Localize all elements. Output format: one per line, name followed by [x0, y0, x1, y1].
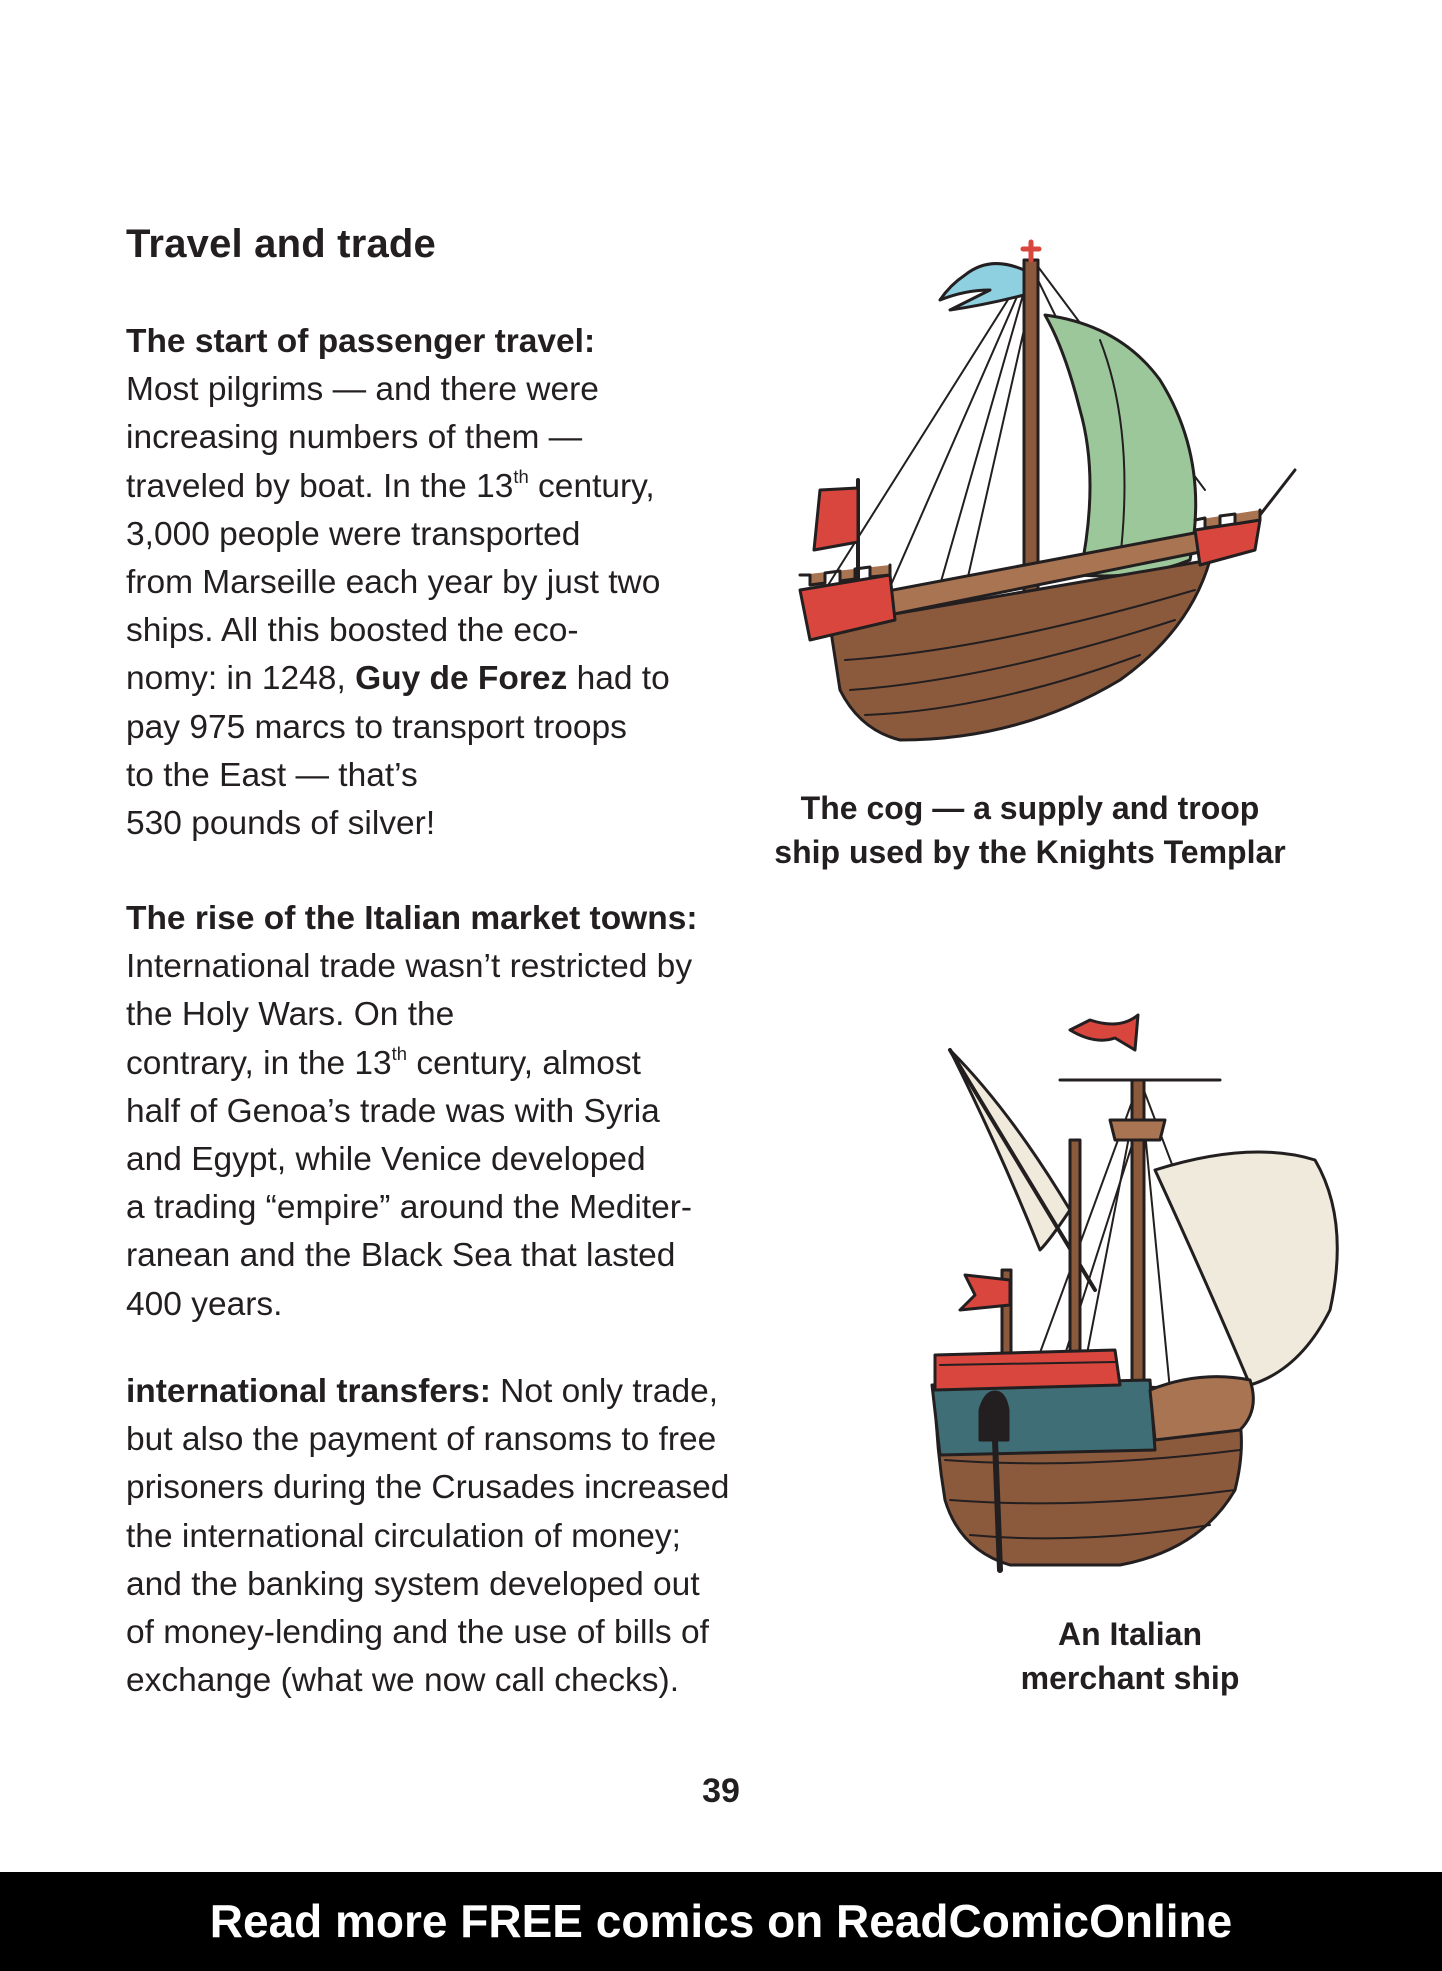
- footer-banner[interactable]: [0, 1872, 1442, 1971]
- body-line: prisoners during the Crusades increased: [126, 1469, 730, 1507]
- blue-pennant: [940, 264, 1024, 310]
- body-line: and the banking system developed out: [126, 1565, 700, 1603]
- body-line: exchange (what we now call checks).: [126, 1662, 680, 1700]
- body-line: from Marseille each year by just two: [126, 564, 661, 602]
- body-line: ships. All this boosted the eco-: [126, 612, 579, 650]
- body-line: to the East — that’s: [126, 756, 418, 794]
- body-line: the international circulation of money;: [126, 1517, 681, 1555]
- top-flag: [1070, 1015, 1138, 1050]
- page-number: 39: [702, 1772, 740, 1810]
- red-flag: [814, 488, 858, 550]
- section-title: The start of passenger travel:: [126, 323, 596, 360]
- section-title: international transfers:: [126, 1373, 491, 1410]
- caption-italian-ship: An Italian merchant ship: [1020, 1616, 1240, 1696]
- body-line: International trade wasn’t restricted by: [126, 948, 693, 986]
- body-line: but also the payment of ransoms to free: [126, 1421, 717, 1459]
- body-line: increasing numbers of them —: [126, 419, 583, 457]
- section-international-transfers: [126, 1368, 729, 1705]
- body-line: 3,000 people were transported: [126, 515, 581, 553]
- body-line: a trading “empire” around the Mediter-: [126, 1189, 693, 1227]
- section-italian-market-towns: [126, 895, 697, 1329]
- stern-flag: [960, 1275, 1010, 1310]
- main-sail: [1155, 1152, 1337, 1385]
- cog-ship-illustration: [790, 230, 1320, 770]
- section-passenger-travel: [126, 318, 670, 848]
- body-line: Most pilgrims — and there were: [126, 371, 599, 409]
- footer-text[interactable]: Read more FREE comics on ReadComicOnline: [209, 1895, 1233, 1947]
- body-line: the Holy Wars. On the: [126, 996, 455, 1034]
- body-line: nomy: in 1248, Guy de Forez had to: [126, 660, 670, 698]
- body-line: pay 975 marcs to transport troops: [126, 708, 627, 746]
- page-heading: Travel and trade: [126, 222, 436, 266]
- body-line: half of Genoa’s trade was with Syria: [126, 1092, 660, 1130]
- name-guy-de-forez: Guy de Forez: [355, 660, 568, 698]
- body-line: ranean and the Black Sea that lasted: [126, 1237, 676, 1275]
- italian-merchant-ship-illustration: [920, 990, 1360, 1590]
- body-line: traveled by boat. In the 13th century,: [126, 465, 655, 505]
- section-title: The rise of the Italian market towns:: [126, 900, 698, 937]
- body-line: 400 years.: [126, 1285, 283, 1323]
- body-line: contrary, in the 13th century, almost: [126, 1042, 641, 1082]
- body-line: and Egypt, while Venice developed: [126, 1141, 646, 1179]
- teal-deck: [932, 1380, 1155, 1455]
- body-line: 530 pounds of silver!: [126, 805, 436, 843]
- caption-cog: The cog — a supply and troop ship used by the Knights Templar: [774, 790, 1286, 870]
- body-line: of money-lending and the use of bills of: [126, 1614, 709, 1652]
- body-line: international transfers: Not only trade,: [126, 1373, 719, 1410]
